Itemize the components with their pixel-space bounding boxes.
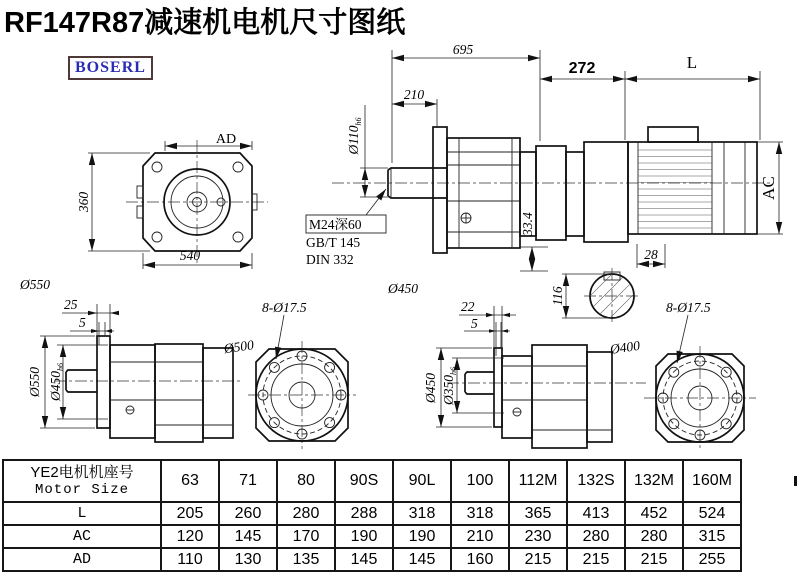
table-cell: 230: [510, 526, 566, 547]
table-cell: 255: [684, 549, 740, 570]
table-cell: 315: [684, 526, 740, 547]
edge-mark: [794, 476, 797, 486]
side-view-small: [423, 299, 646, 448]
dim-ac-label: AC: [759, 176, 778, 200]
table-col-header: 80: [278, 461, 334, 501]
table-cell: 215: [510, 549, 566, 570]
flange-dia-small-label: Ø450: [423, 373, 438, 403]
dim-l-label: L: [686, 53, 698, 72]
dim-540-label: 540: [179, 248, 201, 263]
boserl-logo-text: BOSERL: [75, 59, 146, 76]
standard-din-label: DIN 332: [306, 252, 354, 267]
flange-view-large: [222, 300, 356, 449]
dim-33-4-label: 33.4: [520, 212, 535, 236]
table-cell: 160: [452, 549, 508, 570]
table-row-label: L: [4, 503, 160, 524]
front-view: [306, 42, 772, 296]
table-col-header: 90L: [394, 461, 450, 501]
bolt-note-large-label: 8-Ø17.5: [262, 300, 307, 315]
table-cell: 413: [568, 503, 624, 524]
dim-25-label: 25: [64, 297, 78, 312]
bolt-circle-large-label: Ø500: [222, 337, 255, 357]
table-col-header: 132M: [626, 461, 682, 501]
flange-view-small: [608, 300, 756, 450]
thread-note-label: M24深60: [309, 217, 362, 232]
table-cell: 280: [626, 526, 682, 547]
table-cell: 215: [626, 549, 682, 570]
dim-695-label: 695: [452, 42, 474, 57]
spigot-dia-large-label: $Ø450_{h6}$: [48, 363, 65, 401]
side-view-large: [27, 297, 243, 442]
motor-view: [520, 53, 783, 338]
dim-5-small-label: 5: [471, 316, 478, 331]
page-title: RF147R87减速机电机尺寸图纸: [4, 7, 406, 39]
dim-272-label: 272: [568, 60, 596, 77]
shaft-dia-label: $Ø110_{h6}$: [346, 117, 363, 155]
motor-size-table: [2, 459, 742, 572]
table-cell: 210: [452, 526, 508, 547]
table-col-header: 90S: [336, 461, 392, 501]
table-cell: 135: [278, 549, 334, 570]
table-cell: 110: [162, 549, 218, 570]
table-row-label: AC: [4, 526, 160, 547]
table-cell: 280: [278, 503, 334, 524]
shaft-section-hatch: [566, 266, 650, 338]
table-cell: 365: [510, 503, 566, 524]
flange-dia-large-label: Ø550: [27, 367, 42, 397]
housing-dia-label: Ø550: [20, 277, 50, 292]
table-cell: 288: [336, 503, 392, 524]
table-cell: 170: [278, 526, 334, 547]
table-col-header: 132S: [568, 461, 624, 501]
table-col-header: 160M: [684, 461, 740, 501]
table-cell: 260: [220, 503, 276, 524]
dim-28-label: 28: [644, 247, 658, 262]
table-cell: 120: [162, 526, 218, 547]
table-cell: 318: [394, 503, 450, 524]
spigot-dia-small-label: $Ø350_{h6}$: [441, 367, 458, 405]
table-cell: 524: [684, 503, 740, 524]
table-cell: 145: [336, 549, 392, 570]
table-cell: 145: [220, 526, 276, 547]
end-view: [19, 132, 268, 292]
dim-360-label: 360: [76, 191, 91, 213]
table-row-label: AD: [4, 549, 160, 570]
table-cell: 130: [220, 549, 276, 570]
motor-fins: [638, 150, 712, 228]
table-cell: 190: [336, 526, 392, 547]
table-cell: 190: [394, 526, 450, 547]
dim-210-label: 210: [403, 87, 425, 102]
bolt-note-small-label: 8-Ø17.5: [666, 300, 711, 315]
table-cell: 215: [568, 549, 624, 570]
table-cell: 452: [626, 503, 682, 524]
front-flange-dia-label: Ø450: [388, 281, 418, 296]
standard-gbt-label: GB/T 145: [306, 235, 361, 250]
dim-116-label: 116: [550, 286, 565, 306]
dim-5-label: 5: [79, 315, 86, 330]
table-cell: 318: [452, 503, 508, 524]
table-col-header: 100: [452, 461, 508, 501]
table-cell: 145: [394, 549, 450, 570]
table-col-header: 71: [220, 461, 276, 501]
table-cell: 280: [568, 526, 624, 547]
table-header-motor-size: YE2电机机座号 Motor Size: [4, 461, 160, 501]
dim-ad-label: AD: [215, 132, 237, 147]
table-col-header: 112M: [510, 461, 566, 501]
dim-22-label: 22: [461, 299, 475, 314]
bolt-circle-small-label: Ø400: [609, 337, 641, 357]
table-cell: 205: [162, 503, 218, 524]
table-col-header: 63: [162, 461, 218, 501]
